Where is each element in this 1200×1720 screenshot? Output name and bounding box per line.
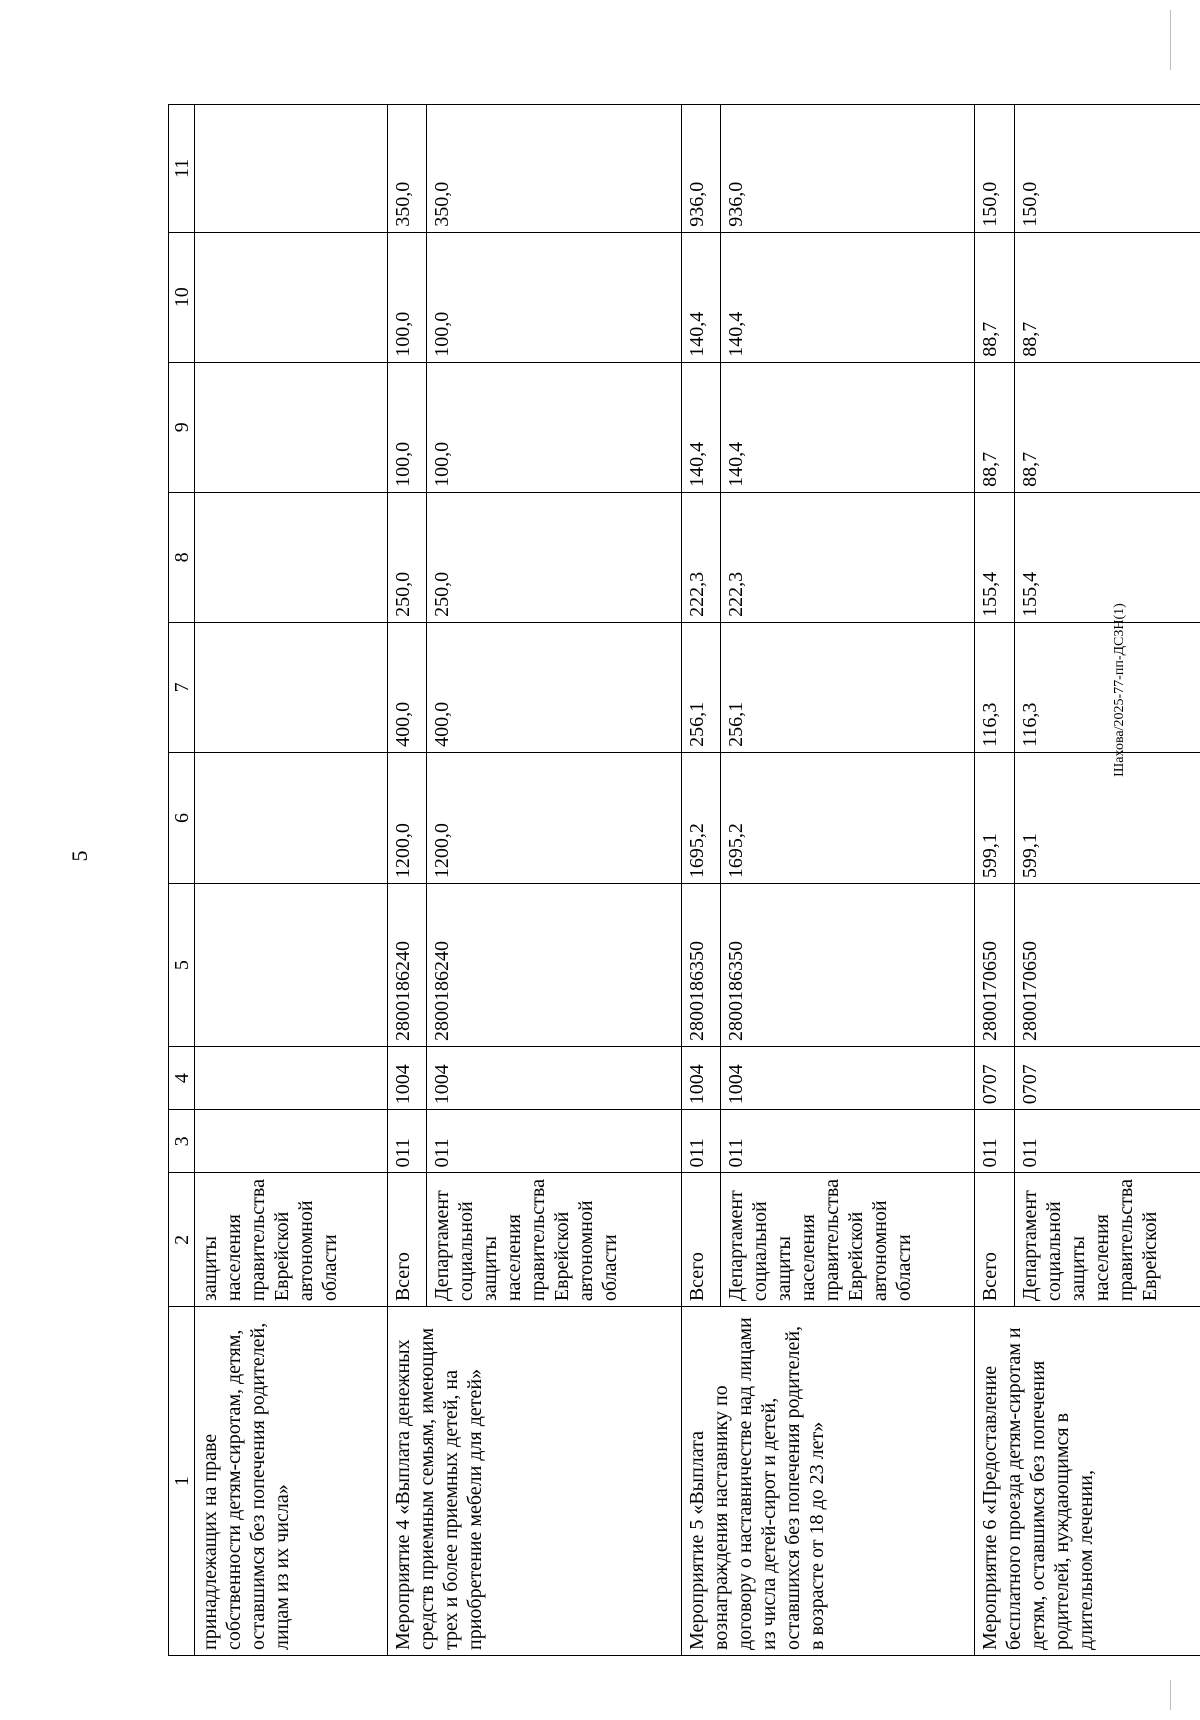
total-cell: 599,1 <box>1015 752 1200 883</box>
year-cell <box>195 362 388 492</box>
grbs-cell: 011 <box>721 1110 975 1173</box>
measure-cell: Мероприятие 6 «Предоставление бесплатного проезда детям-сиротам и детям, оставшимся без попечения родителей, нуждающимся в длительном лечении, <box>975 1307 1200 1656</box>
measure-cell: Мероприятие 4 «Выплата денежных средств приемным семьям, имеющим трех и более приемных детей, на приобретение мебели для детей» <box>387 1307 681 1656</box>
year-cell: 88,7 <box>975 362 1015 492</box>
section-cell <box>195 1047 388 1110</box>
total-cell: 1695,2 <box>681 752 721 883</box>
executor-cell: Департамент социальной защиты населения правительства Еврейской автономной области <box>721 1173 975 1307</box>
year-cell <box>195 622 388 752</box>
year-cell: 150,0 <box>1015 105 1200 233</box>
grbs-cell: 011 <box>681 1110 721 1173</box>
year-cell: 400,0 <box>427 622 681 752</box>
grbs-cell: 011 <box>427 1110 681 1173</box>
year-cell <box>195 492 388 622</box>
page-number: 5 <box>67 850 92 862</box>
target-article-cell <box>195 884 388 1047</box>
year-cell <box>195 105 388 233</box>
year-cell: 140,4 <box>681 232 721 362</box>
table-header-row <box>169 105 195 1656</box>
measure-cell: принадлежащих на праве собственности детям-сиротам, детям, оставшимся без попечения родителей, лицам из их числа» <box>195 1307 388 1656</box>
scan-edge-mark <box>1170 1680 1171 1710</box>
header-cell: 2 <box>169 1173 195 1307</box>
year-cell: 100,0 <box>387 362 427 492</box>
header-cell: 7 <box>169 622 195 752</box>
target-article-cell: 2800186240 <box>427 884 681 1047</box>
budget-table <box>168 104 1200 1656</box>
target-article-cell: 2800170650 <box>1015 884 1200 1047</box>
header-cell: 9 <box>169 362 195 492</box>
year-cell: 150,0 <box>975 105 1015 233</box>
year-cell: 936,0 <box>721 105 975 233</box>
executor-cell: Всего <box>975 1173 1015 1307</box>
year-cell <box>195 232 388 362</box>
table-row <box>387 105 427 1656</box>
executor-cell: Департамент социальной защиты населения правительства Еврейской <box>1015 1173 1200 1307</box>
year-cell: 88,7 <box>1015 232 1200 362</box>
measure-cell: Мероприятие 5 «Выплата вознаграждения наставнику по договору о наставничестве над лицами из числа детей-сирот и детей, оставшихся без попечения родителей, в возрасте от 18 до 23 лет» <box>681 1307 975 1656</box>
header-cell: 3 <box>169 1110 195 1173</box>
year-cell: 350,0 <box>387 105 427 233</box>
total-cell: 1200,0 <box>387 752 427 883</box>
year-cell: 256,1 <box>681 622 721 752</box>
header-cell: 4 <box>169 1047 195 1110</box>
executor-cell: Всего <box>681 1173 721 1307</box>
section-cell: 0707 <box>975 1047 1015 1110</box>
year-cell: 100,0 <box>427 362 681 492</box>
year-cell: 100,0 <box>427 232 681 362</box>
year-cell: 116,3 <box>1015 622 1200 752</box>
total-cell: 599,1 <box>975 752 1015 883</box>
executor-cell: Департамент социальной защиты населения правительства Еврейской автономной области <box>427 1173 681 1307</box>
section-cell: 0707 <box>1015 1047 1200 1110</box>
section-cell: 1004 <box>427 1047 681 1110</box>
year-cell: 88,7 <box>1015 362 1200 492</box>
year-cell: 155,4 <box>975 492 1015 622</box>
executor-cell: защиты населения правительства Еврейской автономной области <box>195 1173 388 1307</box>
year-cell: 116,3 <box>975 622 1015 752</box>
section-cell: 1004 <box>681 1047 721 1110</box>
header-cell: 6 <box>169 752 195 883</box>
year-cell: 250,0 <box>387 492 427 622</box>
footer-code-text: Шахова/2025-77-пп-ДСЗН(1) <box>1112 603 1127 777</box>
total-cell: 1695,2 <box>721 752 975 883</box>
table-row <box>975 105 1015 1656</box>
target-article-cell: 2800186350 <box>721 884 975 1047</box>
table-row <box>681 105 721 1656</box>
target-article-cell: 2800170650 <box>975 884 1015 1047</box>
header-cell: 11 <box>169 105 195 233</box>
year-cell: 155,4 <box>1015 492 1200 622</box>
year-cell: 400,0 <box>387 622 427 752</box>
year-cell: 140,4 <box>681 362 721 492</box>
year-cell: 88,7 <box>975 232 1015 362</box>
year-cell: 140,4 <box>721 232 975 362</box>
section-cell: 1004 <box>721 1047 975 1110</box>
year-cell: 250,0 <box>427 492 681 622</box>
total-cell: 1200,0 <box>427 752 681 883</box>
target-article-cell: 2800186350 <box>681 884 721 1047</box>
year-cell: 222,3 <box>681 492 721 622</box>
year-cell: 140,4 <box>721 362 975 492</box>
header-cell: 10 <box>169 232 195 362</box>
header-cell: 8 <box>169 492 195 622</box>
scan-edge-mark <box>1170 10 1171 70</box>
grbs-cell: 011 <box>975 1110 1015 1173</box>
header-cell: 1 <box>169 1307 195 1656</box>
section-cell: 1004 <box>387 1047 427 1110</box>
year-cell: 222,3 <box>721 492 975 622</box>
header-cell: 5 <box>169 884 195 1047</box>
year-cell: 936,0 <box>681 105 721 233</box>
grbs-cell: 011 <box>387 1110 427 1173</box>
grbs-cell: 011 <box>1015 1110 1200 1173</box>
year-cell: 256,1 <box>721 622 975 752</box>
target-article-cell: 2800186240 <box>387 884 427 1047</box>
executor-cell: Всего <box>387 1173 427 1307</box>
year-cell: 100,0 <box>387 232 427 362</box>
table-row <box>195 105 388 1656</box>
rotated-table-container <box>168 104 1200 1656</box>
grbs-cell <box>195 1110 388 1173</box>
year-cell: 350,0 <box>427 105 681 233</box>
total-cell <box>195 752 388 883</box>
